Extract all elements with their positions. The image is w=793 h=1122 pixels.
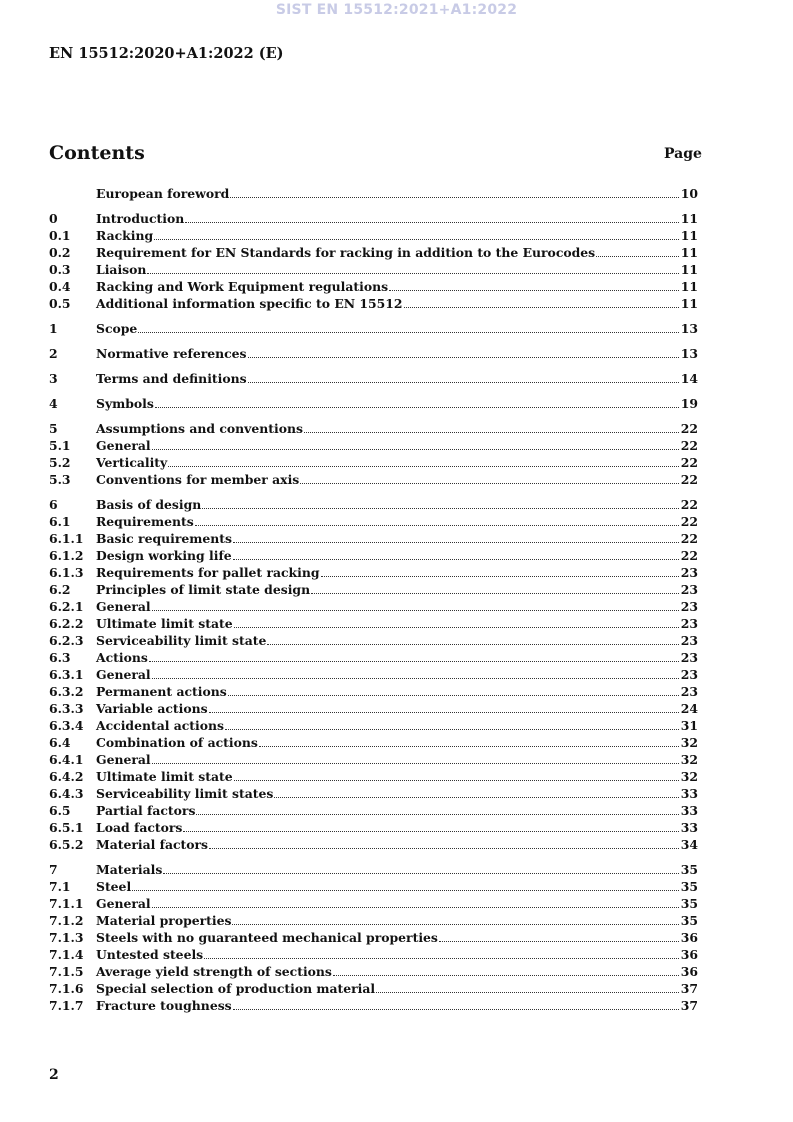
toc-entry-page: 11 <box>680 228 698 243</box>
toc-entry-number: 6.2.3 <box>49 633 84 648</box>
toc-entry[interactable] <box>49 802 698 819</box>
toc-entry-number: 0.4 <box>49 279 71 294</box>
toc-dot-leader <box>163 872 678 874</box>
document-identifier: EN 15512:2020+A1:2022 (E) <box>49 45 284 62</box>
toc-entry-title: Average yield strength of sections <box>96 964 332 979</box>
toc-entry[interactable] <box>49 564 698 581</box>
toc-entry[interactable] <box>49 649 698 666</box>
toc-entry-title: General <box>96 896 151 911</box>
toc-entry[interactable] <box>49 345 698 362</box>
toc-entry-title: Material properties <box>96 913 232 928</box>
toc-dot-leader <box>248 356 679 358</box>
toc-entry-number: 6.2 <box>49 582 71 597</box>
toc-entry-number: 7.1.4 <box>49 947 84 962</box>
toc-entry-title: Serviceability limit states <box>96 786 274 801</box>
toc-entry-number: 6.5.1 <box>49 820 84 835</box>
toc-dot-leader <box>233 558 679 560</box>
toc-entry[interactable] <box>49 878 698 895</box>
toc-entry-number: 7.1.5 <box>49 964 84 979</box>
toc-entry-title: Basis of design <box>96 497 202 512</box>
toc-dot-leader <box>185 221 679 223</box>
toc-entry-title: Combination of actions <box>96 735 258 750</box>
toc-entry-title: Liaison <box>96 262 147 277</box>
toc-entry-number: 6.4.3 <box>49 786 84 801</box>
toc-entry-page: 23 <box>680 599 698 614</box>
toc-entry-number: 6.2.1 <box>49 599 84 614</box>
toc-entry-number: 6 <box>49 497 58 512</box>
toc-entry-title: Ultimate limit state <box>96 616 233 631</box>
toc-entry[interactable] <box>49 295 698 312</box>
toc-dot-leader <box>204 957 679 959</box>
toc-entry-number: 5.1 <box>49 438 71 453</box>
toc-entry[interactable] <box>49 768 698 785</box>
toc-entry-title: Basic requirements <box>96 531 232 546</box>
toc-entry-title: Racking and Work Equipment regulations <box>96 279 389 294</box>
toc-entry[interactable] <box>49 370 698 387</box>
toc-entry-number: 6.3.3 <box>49 701 84 716</box>
toc-entry-page: 11 <box>680 262 698 277</box>
toc-entry-page: 35 <box>680 879 698 894</box>
toc-entry-title: General <box>96 599 151 614</box>
toc-entry-title: European foreword <box>96 186 230 201</box>
toc-entry[interactable] <box>49 632 698 649</box>
toc-entry[interactable] <box>49 530 698 547</box>
toc-entry[interactable] <box>49 836 698 853</box>
toc-entry-number: 0.5 <box>49 296 71 311</box>
toc-entry-number: 4 <box>49 396 58 411</box>
toc-dot-leader <box>209 711 679 713</box>
toc-entry-page: 37 <box>680 998 698 1013</box>
toc-entry-title: Materials <box>96 862 163 877</box>
toc-entry[interactable] <box>49 946 698 963</box>
watermark-text: SIST EN 15512:2021+A1:2022 <box>275 2 518 18</box>
table-of-contents <box>49 185 698 1014</box>
toc-entry-page: 14 <box>680 371 698 386</box>
toc-entry[interactable] <box>49 895 698 912</box>
toc-entry-page: 36 <box>680 930 698 945</box>
contents-heading: Contents <box>49 142 145 164</box>
toc-entry-number: 7 <box>49 862 58 877</box>
toc-dot-leader <box>230 196 678 198</box>
toc-entry-number: 6.1.3 <box>49 565 84 580</box>
toc-entry-title: Variable actions <box>96 701 208 716</box>
toc-entry-page: 10 <box>680 186 698 201</box>
toc-entry-title: Symbols <box>96 396 154 411</box>
toc-entry-page: 11 <box>680 211 698 226</box>
toc-entry-page: 35 <box>680 913 698 928</box>
toc-entry[interactable] <box>49 227 698 244</box>
toc-entry-page: 32 <box>680 735 698 750</box>
toc-entry-number: 5.3 <box>49 472 71 487</box>
toc-entry-title: Normative references <box>96 346 247 361</box>
toc-entry-title: Terms and definitions <box>96 371 247 386</box>
toc-entry-number: 7.1.1 <box>49 896 84 911</box>
toc-entry[interactable] <box>49 734 698 751</box>
toc-entry[interactable] <box>49 963 698 980</box>
toc-entry-page: 11 <box>680 296 698 311</box>
toc-dot-leader <box>202 507 678 509</box>
toc-entry-number: 6.3.4 <box>49 718 84 733</box>
toc-dot-leader <box>152 609 679 611</box>
toc-entry[interactable] <box>49 861 698 878</box>
toc-entry[interactable] <box>49 471 698 488</box>
toc-dot-leader <box>155 406 679 408</box>
toc-entry-page: 22 <box>680 514 698 529</box>
toc-entry[interactable] <box>49 717 698 734</box>
toc-entry[interactable] <box>49 912 698 929</box>
toc-dot-leader <box>404 306 679 308</box>
toc-entry-title: Material factors <box>96 837 209 852</box>
toc-entry-title: General <box>96 667 151 682</box>
toc-entry[interactable] <box>49 929 698 946</box>
toc-dot-leader <box>152 906 679 908</box>
toc-entry-number: 0 <box>49 211 58 226</box>
toc-dot-leader <box>149 660 679 662</box>
toc-entry-page: 23 <box>680 684 698 699</box>
toc-entry-number: 6.5.2 <box>49 837 84 852</box>
toc-entry-page: 19 <box>680 396 698 411</box>
toc-entry-title: Ultimate limit state <box>96 769 233 784</box>
toc-dot-leader <box>596 255 679 257</box>
toc-entry-page: 35 <box>680 862 698 877</box>
toc-entry[interactable] <box>49 700 698 717</box>
toc-entry-number: 6.4 <box>49 735 71 750</box>
toc-entry-page: 23 <box>680 650 698 665</box>
toc-entry-page: 22 <box>680 421 698 436</box>
toc-entry-title: Special selection of production material <box>96 981 376 996</box>
toc-entry-page: 36 <box>680 964 698 979</box>
toc-entry-title: Requirements <box>96 514 194 529</box>
toc-dot-leader <box>333 974 679 976</box>
toc-entry-page: 22 <box>680 497 698 512</box>
toc-entry-page: 22 <box>680 531 698 546</box>
toc-entry-number: 6.4.2 <box>49 769 84 784</box>
toc-entry-title: Additional information specific to EN 15512 <box>96 296 403 311</box>
toc-entry[interactable] <box>49 395 698 412</box>
toc-dot-leader <box>152 762 679 764</box>
toc-entry-title: Scope <box>96 321 138 336</box>
toc-dot-leader <box>147 272 678 274</box>
toc-entry[interactable] <box>49 997 698 1014</box>
toc-entry-title: Assumptions and conventions <box>96 421 303 436</box>
toc-dot-leader <box>209 847 679 849</box>
toc-entry[interactable] <box>49 210 698 227</box>
toc-dot-leader <box>234 626 679 628</box>
toc-entry-title: Partial factors <box>96 803 196 818</box>
toc-entry-number: 5 <box>49 421 58 436</box>
toc-entry-number: 7.1.7 <box>49 998 84 1013</box>
toc-entry-number: 5.2 <box>49 455 71 470</box>
toc-entry[interactable] <box>49 454 698 471</box>
toc-entry-number: 6.3.2 <box>49 684 84 699</box>
toc-entry-number: 7.1.6 <box>49 981 84 996</box>
toc-entry[interactable] <box>49 547 698 564</box>
toc-entry-page: 11 <box>680 279 698 294</box>
toc-entry-page: 36 <box>680 947 698 962</box>
toc-entry-title: Accidental actions <box>96 718 224 733</box>
toc-entry[interactable] <box>49 615 698 632</box>
toc-entry-page: 23 <box>680 616 698 631</box>
toc-dot-leader <box>311 592 679 594</box>
toc-entry[interactable] <box>49 980 698 997</box>
toc-dot-leader <box>195 524 679 526</box>
toc-dot-leader <box>228 694 679 696</box>
toc-dot-leader <box>196 813 678 815</box>
toc-entry[interactable] <box>49 513 698 530</box>
toc-entry-number: 1 <box>49 321 58 336</box>
toc-dot-leader <box>152 677 679 679</box>
toc-entry-number: 6.2.2 <box>49 616 84 631</box>
toc-entry-number: 0.2 <box>49 245 71 260</box>
toc-entry-page: 24 <box>680 701 698 716</box>
page-column-heading: Page <box>664 146 702 162</box>
toc-entry[interactable] <box>49 683 698 700</box>
toc-entry[interactable] <box>49 751 698 768</box>
toc-entry[interactable] <box>49 496 698 513</box>
toc-entry-number: 6.3.1 <box>49 667 84 682</box>
toc-dot-leader <box>138 331 678 333</box>
toc-entry[interactable] <box>49 320 698 337</box>
toc-entry-title: Racking <box>96 228 154 243</box>
toc-entry[interactable] <box>49 278 698 295</box>
toc-dot-leader <box>300 482 679 484</box>
toc-dot-leader <box>304 431 679 433</box>
toc-entry-page: 32 <box>680 769 698 784</box>
toc-dot-leader <box>232 923 678 925</box>
toc-entry-number: 6.5 <box>49 803 71 818</box>
toc-entry-number: 7.1 <box>49 879 71 894</box>
toc-entry-page: 23 <box>680 582 698 597</box>
toc-entry-title: Steel <box>96 879 132 894</box>
toc-entry-title: Requirements for pallet racking <box>96 565 320 580</box>
toc-entry-title: Load factors <box>96 820 183 835</box>
toc-entry-page: 23 <box>680 667 698 682</box>
toc-entry[interactable] <box>49 598 698 615</box>
toc-entry-number: 6.1.1 <box>49 531 84 546</box>
toc-entry-number: 6.4.1 <box>49 752 84 767</box>
toc-dot-leader <box>225 728 679 730</box>
toc-entry-page: 23 <box>680 633 698 648</box>
toc-entry-page: 33 <box>680 820 698 835</box>
toc-entry-page: 13 <box>680 346 698 361</box>
toc-entry-page: 11 <box>680 245 698 260</box>
toc-dot-leader <box>267 643 678 645</box>
toc-entry[interactable] <box>49 261 698 278</box>
toc-dot-leader <box>376 991 679 993</box>
toc-entry[interactable] <box>49 420 698 437</box>
toc-entry-page: 37 <box>680 981 698 996</box>
toc-entry-number: 6.1.2 <box>49 548 84 563</box>
toc-dot-leader <box>183 830 678 832</box>
toc-entry-title: Actions <box>96 650 148 665</box>
toc-entry-number: 7.1.2 <box>49 913 84 928</box>
toc-entry-page: 34 <box>680 837 698 852</box>
toc-entry-page: 22 <box>680 438 698 453</box>
toc-entry-number: 6.3 <box>49 650 71 665</box>
toc-entry[interactable] <box>49 185 698 202</box>
toc-dot-leader <box>154 238 679 240</box>
toc-entry-page: 23 <box>680 565 698 580</box>
toc-entry-title: General <box>96 752 151 767</box>
toc-dot-leader <box>234 779 679 781</box>
toc-dot-leader <box>274 796 678 798</box>
toc-entry-title: Steels with no guaranteed mechanical properties <box>96 930 438 945</box>
toc-entry-title: Conventions for member axis <box>96 472 300 487</box>
toc-entry-page: 32 <box>680 752 698 767</box>
toc-dot-leader <box>259 745 679 747</box>
toc-entry-number: 7.1.3 <box>49 930 84 945</box>
toc-entry-title: Permanent actions <box>96 684 227 699</box>
toc-dot-leader <box>233 541 679 543</box>
toc-entry-title: Untested steels <box>96 947 204 962</box>
toc-dot-leader <box>168 465 679 467</box>
toc-entry[interactable] <box>49 244 698 261</box>
toc-entry-page: 22 <box>680 548 698 563</box>
toc-entry-page: 33 <box>680 786 698 801</box>
toc-entry-number: 3 <box>49 371 58 386</box>
toc-dot-leader <box>248 381 679 383</box>
toc-entry[interactable] <box>49 819 698 836</box>
page-number: 2 <box>49 1067 59 1083</box>
toc-entry[interactable] <box>49 437 698 454</box>
toc-entry-title: Verticality <box>96 455 168 470</box>
toc-entry-page: 31 <box>680 718 698 733</box>
toc-entry[interactable] <box>49 785 698 802</box>
toc-entry-page: 35 <box>680 896 698 911</box>
toc-entry-title: Fracture toughness <box>96 998 232 1013</box>
toc-entry-title: Design working life <box>96 548 232 563</box>
toc-entry-number: 0.3 <box>49 262 71 277</box>
toc-entry-page: 13 <box>680 321 698 336</box>
toc-entry-title: Principles of limit state design <box>96 582 311 597</box>
toc-dot-leader <box>321 575 679 577</box>
toc-dot-leader <box>439 940 679 942</box>
toc-dot-leader <box>132 889 679 891</box>
toc-entry-title: General <box>96 438 151 453</box>
toc-dot-leader <box>389 289 679 291</box>
toc-entry-number: 2 <box>49 346 58 361</box>
toc-entry-page: 22 <box>680 455 698 470</box>
toc-entry-title: Introduction <box>96 211 185 226</box>
toc-dot-leader <box>233 1008 679 1010</box>
toc-entry-number: 0.1 <box>49 228 71 243</box>
toc-entry-title: Requirement for EN Standards for racking in addition to the Eurocodes <box>96 245 596 260</box>
toc-entry-number: 6.1 <box>49 514 71 529</box>
toc-entry-page: 33 <box>680 803 698 818</box>
toc-dot-leader <box>152 448 679 450</box>
toc-entry[interactable] <box>49 581 698 598</box>
toc-entry[interactable] <box>49 666 698 683</box>
toc-entry-page: 22 <box>680 472 698 487</box>
toc-entry-title: Serviceability limit state <box>96 633 267 648</box>
